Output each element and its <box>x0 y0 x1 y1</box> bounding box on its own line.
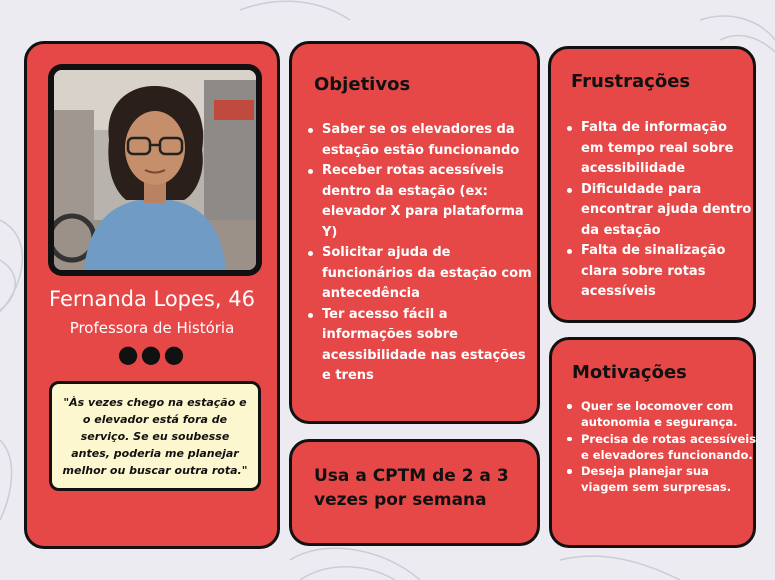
motivacoes-card <box>549 337 756 548</box>
frustracoes-list <box>567 118 753 303</box>
frustracoes-card <box>548 46 756 323</box>
persona-quote: "Às vezes chego na estação e o elevador está fora de serviço. Se eu soubesse antes, poderia me planejar melhor ou buscar outra rota." <box>62 395 248 477</box>
list-item: Receber rotas acessíveis dentro da estação (ex: elevador X para plataforma Y) <box>308 161 533 243</box>
list-item: Saber se os elevadores da estação estão funcionando <box>308 120 533 161</box>
persona-quote-box <box>49 381 261 491</box>
objetivos-card <box>289 41 540 424</box>
list-item: Quer se locomover com autonomia e segurança. <box>567 398 757 431</box>
persona-portrait-illustration <box>54 70 256 270</box>
frequencia-card <box>289 439 540 546</box>
more-horizontal-icon: ●●● <box>117 340 187 368</box>
list-item: Solicitar ajuda de funcionários da estação com antecedência <box>308 243 533 305</box>
frustracoes-title: Frustrações <box>571 71 691 92</box>
list-item: Precisa de rotas acessíveis e elevadores funcionando. <box>567 431 757 464</box>
list-item: Ter acesso fácil a informações sobre acessibilidade nas estações e trens <box>308 305 533 387</box>
usage-frequency-text: Usa a CPTM de 2 a 3 vezes por semana <box>314 466 509 510</box>
list-item: Deseja planejar sua viagem sem surpresas. <box>567 463 757 496</box>
motivacoes-list <box>567 398 757 496</box>
list-item: Dificuldade para encontrar ajuda dentro da estação <box>567 180 753 242</box>
photo-frame <box>48 64 262 276</box>
list-item: Falta de sinalização clara sobre rotas acessíveis <box>567 241 753 303</box>
objetivos-list <box>308 120 533 387</box>
persona-name: Fernanda Lopes, 46 <box>49 287 255 311</box>
list-item: Falta de informação em tempo real sobre acessibilidade <box>567 118 753 180</box>
persona-photo <box>54 70 256 270</box>
objetivos-title: Objetivos <box>314 74 411 95</box>
motivacoes-title: Motivações <box>572 362 687 383</box>
persona-profile-card <box>24 41 280 549</box>
persona-role: Professora de História <box>69 319 235 337</box>
